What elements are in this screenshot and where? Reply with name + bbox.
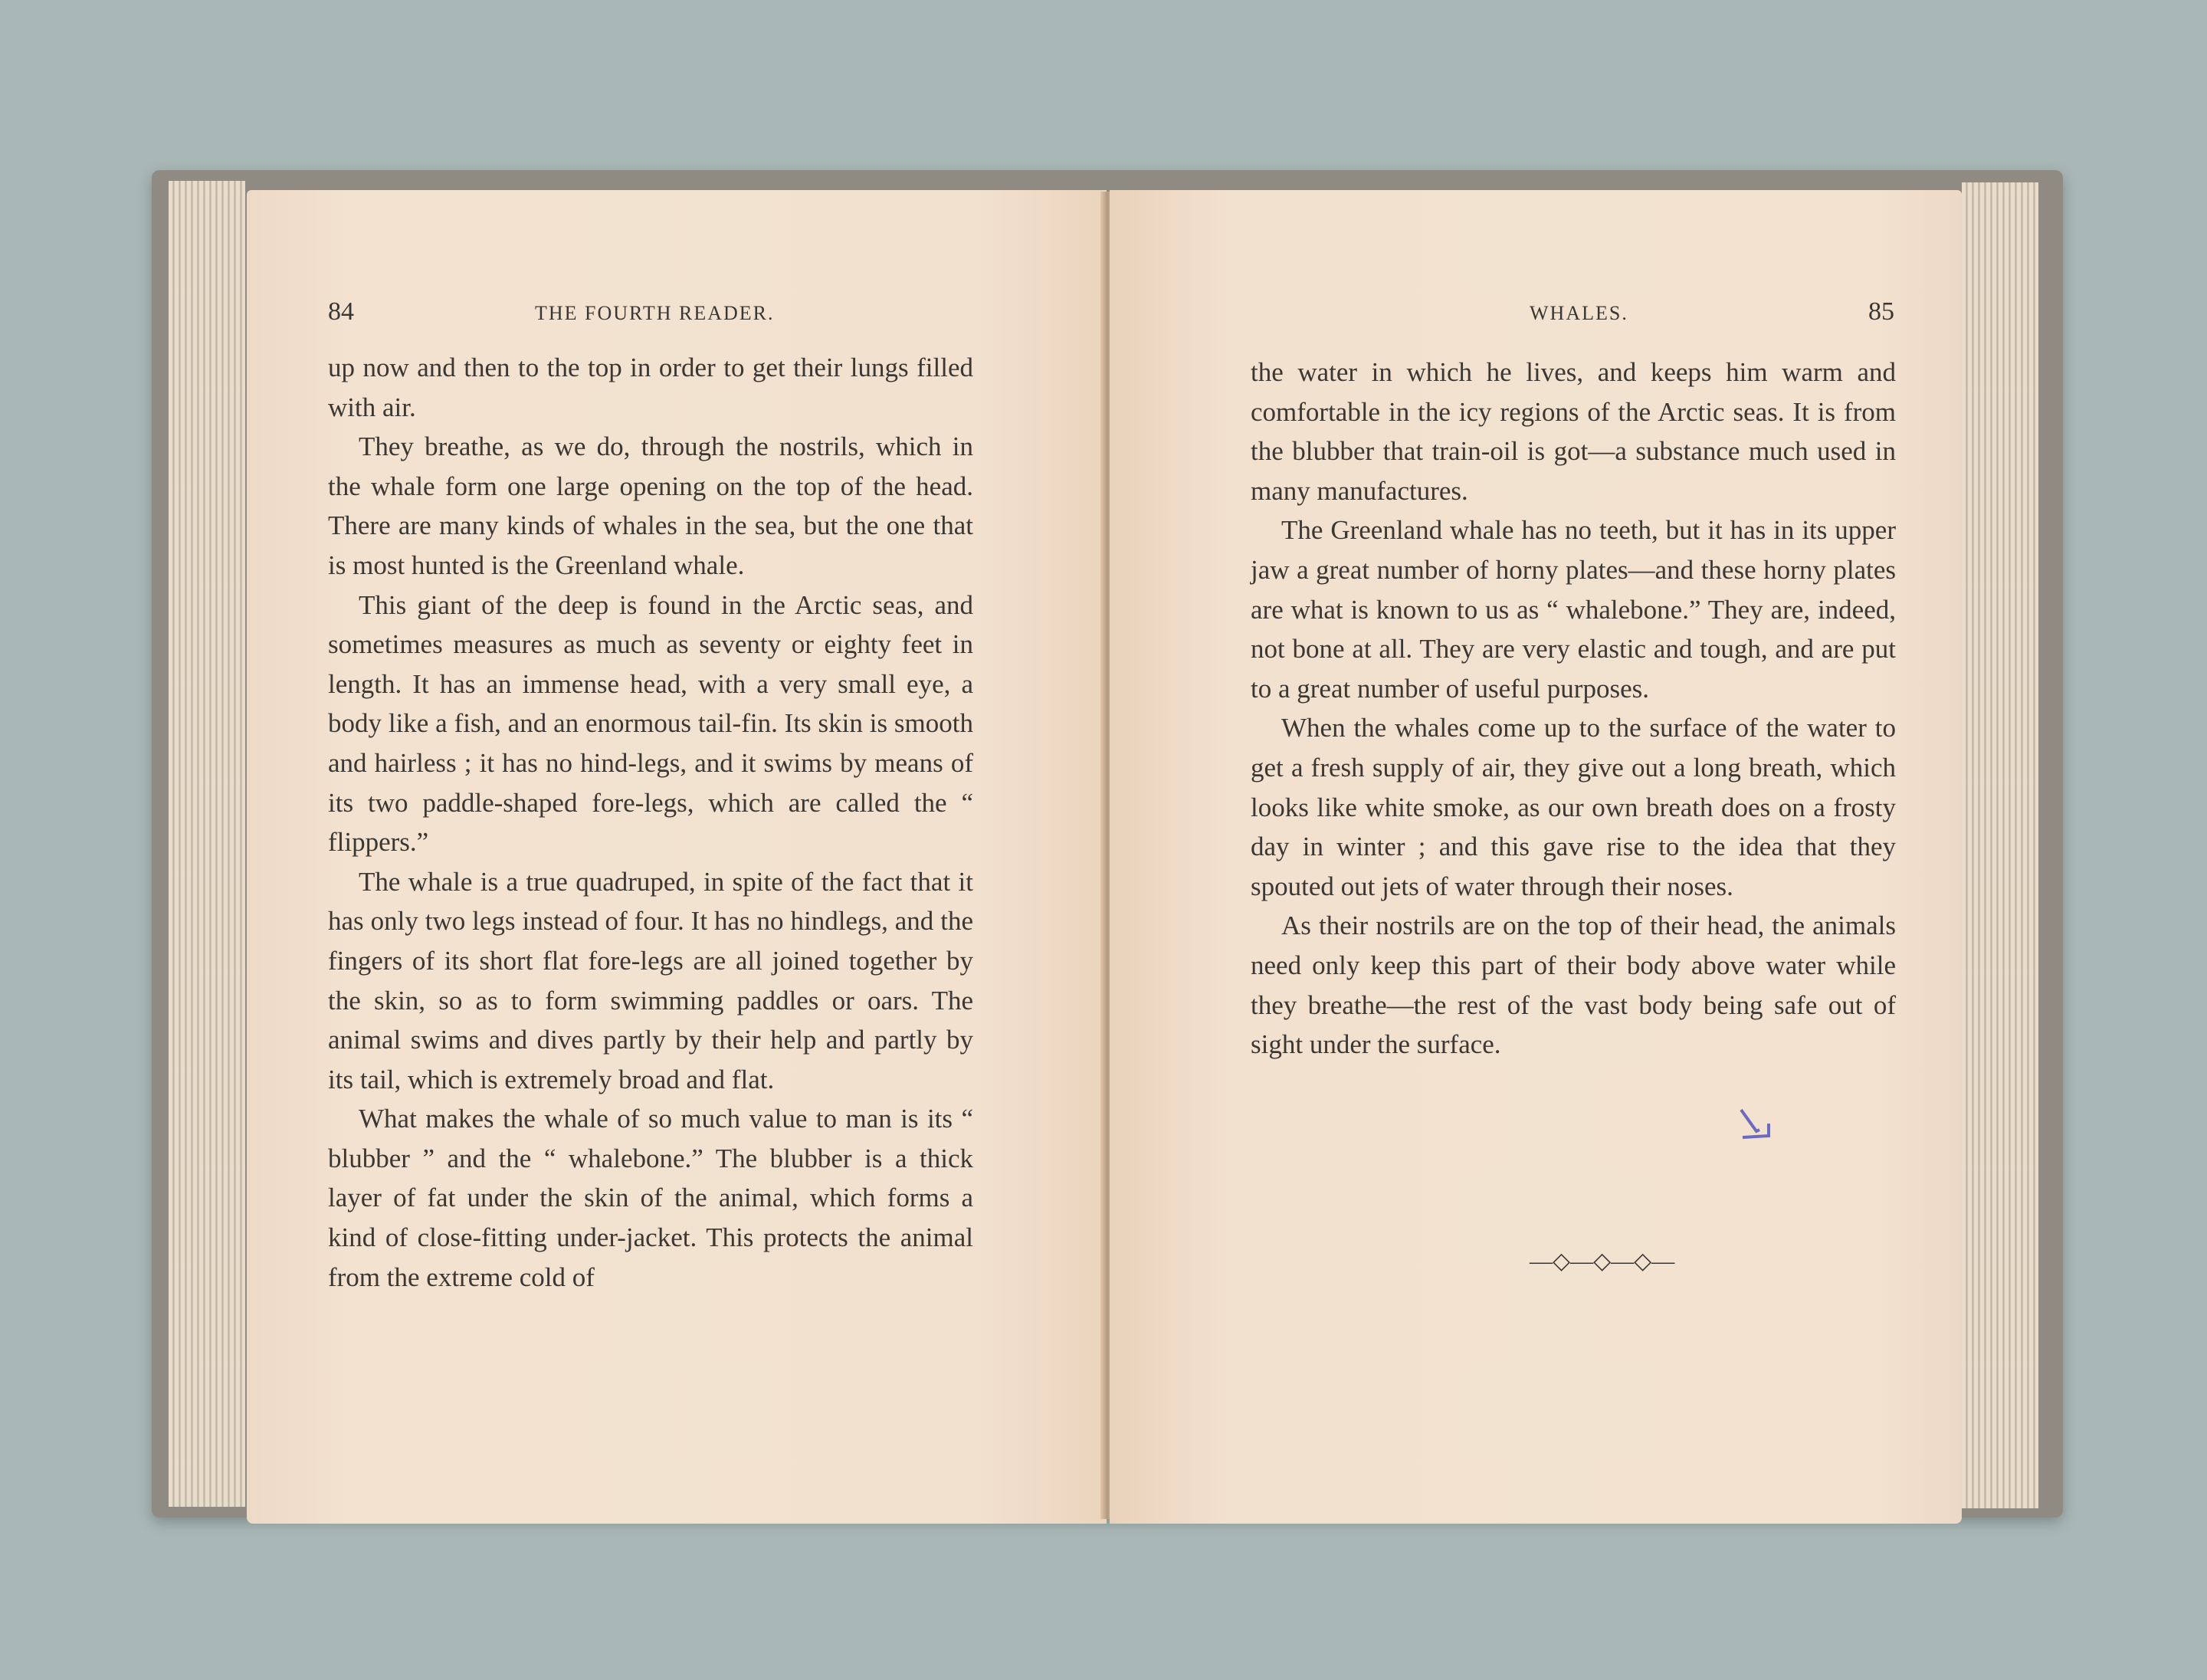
left-page-edges	[169, 181, 245, 1507]
page-number-left: 84	[328, 297, 354, 326]
pen-mark	[1738, 1105, 1799, 1151]
paragraph: The whale is a true quadruped, in spite of the fact that it has only two legs instead of four. It has no hindlegs, and the fingers of its short flat fore-legs are all joined together by the skin, so as to form swimming paddles or oars. The animal swims and dives partly by their help and partly by its tail, which is extremely broad and flat.	[328, 866, 973, 1094]
paragraph: the water in which he lives, and keeps him warm and comfortable in the icy regions of the Arctic seas. It is from the blubber that train-oil is got—a substance much used in many manufactures.	[1251, 357, 1896, 506]
right-page-edges	[1962, 182, 2038, 1508]
left-page-text	[328, 348, 973, 1297]
left-page	[247, 190, 1107, 1524]
end-ornament: —◇—◇—◇—	[1530, 1249, 1675, 1274]
paragraph: They breathe, as we do, through the nostrils, which in the whale form one large opening on the top of the head. There are many kinds of whales in the sea, but the one that is most hunted is the Greenland whale.	[328, 431, 973, 580]
paragraph: When the whales come up to the surface of the water to get a fresh supply of air, they give out a long breath, which looks like white smoke, as our own breath does on a frosty day in winter ; and this gave rise to the idea that they spouted out jets of water through their noses.	[1251, 713, 1896, 901]
paragraph: What makes the whale of so much value to man is its “ blubber ” and the “ whalebone.” The blubber is a thick layer of fat under the skin of the animal, which forms a kind of close-fitting under-jacket. This protects the animal from the extreme cold of	[328, 1104, 973, 1292]
right-page-text	[1251, 353, 1896, 1065]
right-page	[1110, 190, 1962, 1524]
running-head-left: THE FOURTH READER.	[535, 302, 775, 324]
paragraph: As their nostrils are on the top of their head, the animals need only keep this part of their body above water while they breathe—the rest of the vast body being safe out of sight under the surface.	[1251, 911, 1896, 1060]
paragraph: up now and then to the top in order to get their lungs filled with air.	[328, 353, 973, 422]
running-head-right: WHALES.	[1530, 302, 1628, 324]
paragraph: This giant of the deep is found in the Arctic seas, and sometimes measures as much as seventy or eighty feet in length. It has an immense head, with a very small eye, a body like a fish, and an enormous tail-fin. Its skin is smooth and hairless ; it has no hind-legs, and it swims by means of its two paddle-shaped fore-legs, which are called the “ flippers.”	[328, 589, 973, 858]
paragraph: The Greenland whale has no teeth, but it has in its upper jaw a great number of horny plates—and these horny plates are what is known to us as “ whalebone.” They are, indeed, not bone at all. They are very elastic and tough, and are put to a great number of useful purposes.	[1251, 515, 1896, 704]
page-number-right: 85	[1868, 297, 1894, 326]
